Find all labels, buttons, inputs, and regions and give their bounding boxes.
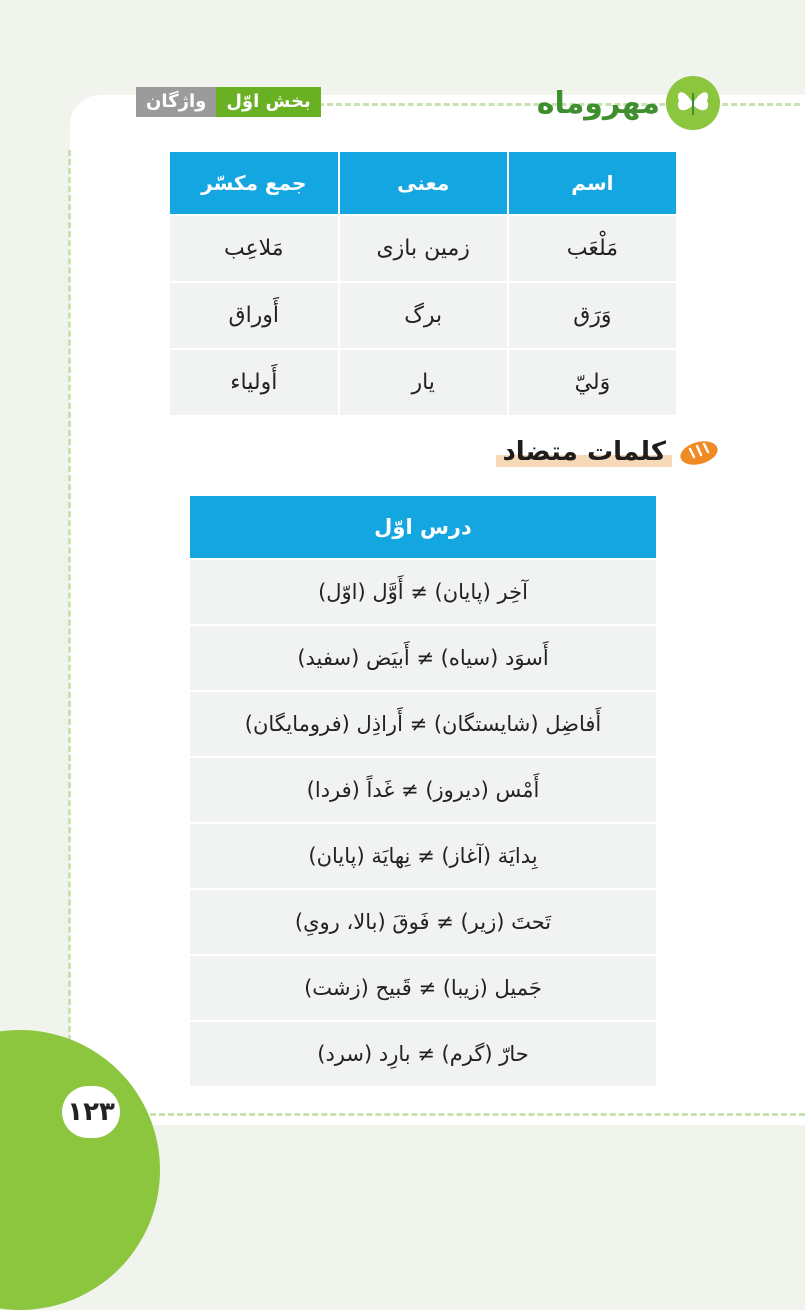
table-cell: أَولياء bbox=[169, 349, 339, 416]
bread-icon bbox=[678, 437, 720, 467]
table-cell: بِدايَة (آغاز) ≠ نِهايَة (پایان) bbox=[189, 823, 657, 889]
table-row bbox=[189, 955, 657, 1021]
table-cell: أَفاضِل (شایستگان) ≠ أَراذِل (فرومایگان) bbox=[189, 691, 657, 757]
table-row bbox=[189, 691, 657, 757]
table-cell: مَلاعِب bbox=[169, 215, 339, 282]
table-cell: آخِر (پایان) ≠ أَوَّل (اوّل) bbox=[189, 559, 657, 625]
table-header-row bbox=[169, 151, 677, 215]
table-cell: أَسوَد (سیاه) ≠ أَبیَض (سفید) bbox=[189, 625, 657, 691]
section-title: کلمات متضاد bbox=[496, 437, 672, 467]
table-cell: زمین بازی bbox=[339, 215, 508, 282]
table-cell: وَرَق bbox=[508, 282, 677, 349]
antonyms-table bbox=[188, 494, 658, 1088]
dashed-border-left bbox=[68, 150, 71, 1050]
section-heading bbox=[496, 437, 720, 467]
table-row bbox=[169, 282, 677, 349]
table-row bbox=[189, 757, 657, 823]
table-cell: أَمْس (دیروز) ≠ غَداً (فردا) bbox=[189, 757, 657, 823]
breadcrumb bbox=[136, 87, 321, 117]
table-row bbox=[169, 349, 677, 416]
page-number: ۱۲۳ bbox=[62, 1086, 120, 1138]
column-header: درس اوّل bbox=[189, 495, 657, 559]
column-header: معنی bbox=[339, 151, 508, 215]
brand-logo bbox=[537, 76, 720, 130]
table-row bbox=[189, 889, 657, 955]
table-row bbox=[169, 215, 677, 282]
table-cell: تَحتَ (زیر) ≠ فَوقَ (بالا، رویِ) bbox=[189, 889, 657, 955]
butterfly-icon bbox=[666, 76, 720, 130]
column-header: جمع مکسّر bbox=[169, 151, 339, 215]
table-row bbox=[189, 823, 657, 889]
table-cell: وَليّ bbox=[508, 349, 677, 416]
breadcrumb-topic: واژگان bbox=[136, 87, 216, 117]
breadcrumb-section: بخش اوّل bbox=[216, 87, 320, 117]
table-cell: برگ bbox=[339, 282, 508, 349]
table-row bbox=[189, 1021, 657, 1087]
table-cell: أَوراق bbox=[169, 282, 339, 349]
table-row bbox=[189, 625, 657, 691]
table-cell: حارّ (گرم) ≠ بارِد (سرد) bbox=[189, 1021, 657, 1087]
table-cell: جَميل (زیبا) ≠ قَبيح (زشت) bbox=[189, 955, 657, 1021]
table-row bbox=[189, 559, 657, 625]
plural-table bbox=[168, 150, 678, 417]
table-cell: مَلْعَب bbox=[508, 215, 677, 282]
dashed-border-bottom bbox=[150, 1113, 805, 1116]
column-header: اسم bbox=[508, 151, 677, 215]
table-header-row bbox=[189, 495, 657, 559]
table-cell: یار bbox=[339, 349, 508, 416]
logo-text: مهروماه bbox=[536, 85, 660, 121]
